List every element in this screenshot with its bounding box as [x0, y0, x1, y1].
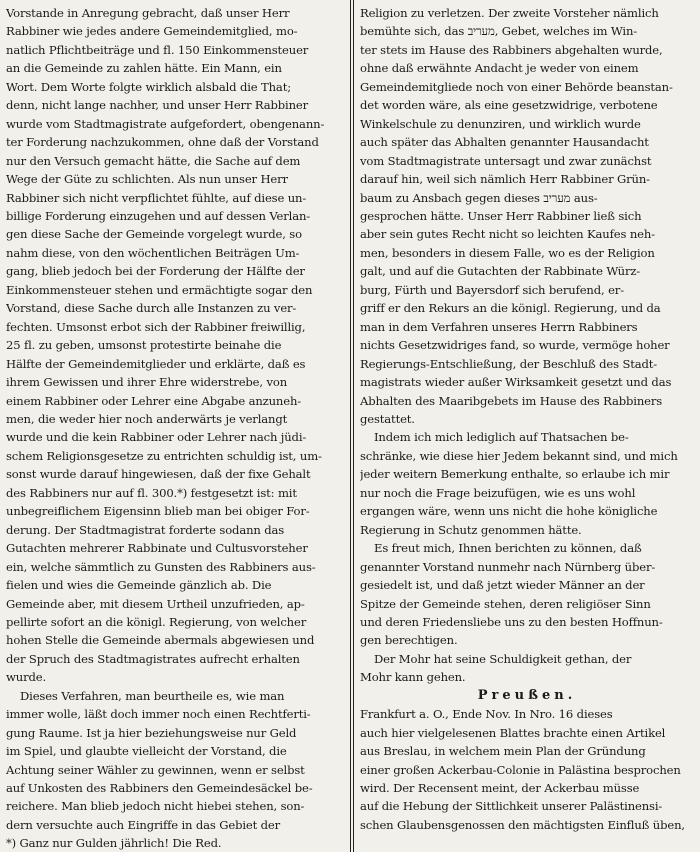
text-line: Rabbiner wie jedes andere Gemeindemitglied, mo- — [6, 24, 298, 39]
text-line: burg, Fürth und Bayersdorf sich berufend, er- — [360, 282, 624, 297]
text-line: Wort. Dem Worte folgte wirklich alsbald die That; — [6, 79, 291, 94]
text-line: aus Breslau, in welchem mein Plan der Gründung — [360, 744, 646, 759]
text-line: magistrats wieder außer Wirksamkeit gesetzt und das — [360, 375, 672, 390]
text-line: fielen und wies die Gemeinde gänzlich ab. Die — [6, 578, 272, 593]
text-line: gestattet. — [360, 411, 415, 426]
text-line: men, besonders in diesem Falle, wo es der Religion — [360, 245, 655, 260]
text-line: gang, blieb jedoch bei der Forderung der Hälfte der — [6, 264, 305, 279]
text-line: nur den Versuch gemacht hätte, die Sache auf dem — [6, 153, 301, 168]
text-line: im Spiel, und glaubte vielleicht der Vorstand, die — [6, 744, 287, 759]
text-line: wurde vom Stadtmagistrate aufgefordert, obengenann- — [6, 116, 325, 131]
text-line: Vorstand, diese Sache durch alle Instanzen zu ver- — [6, 301, 297, 316]
text-line: Gemeinde aber, mit diesem Urtheil unzufrieden, ap- — [6, 596, 305, 611]
text-line: ihrem Gewissen und ihrer Ehre widerstrebe, von — [6, 375, 288, 390]
text-line: schen Glaubensgenossen den mächtigsten Einfluß üben, — [360, 817, 685, 832]
text-line: Indem ich mich lediglich auf Thatsachen be- — [374, 430, 629, 445]
text-line: galt, und auf die Gutachten der Rabbinate Würz- — [360, 264, 641, 279]
column-rule — [350, 0, 351, 852]
text-line: Regierungs-Entschließung, der Beschluß des Stadt- — [360, 356, 658, 371]
text-line: men, die weder hier noch anderwärts je verlangt — [6, 411, 288, 426]
text-line: Einkommensteuer stehen und ermächtigte sogar den — [6, 282, 313, 297]
text-line: baum zu Ansbach gegen dieses מעריב aus- — [360, 190, 598, 205]
text-line: derung. Der Stadtmagistrat forderte sodann das — [6, 522, 285, 537]
text-line: unbegreiflichem Eigensinn blieb man bei obiger For- — [6, 504, 310, 519]
text-line: Gutachten mehrerer Rabbinate und Cultusvorsteher — [6, 541, 308, 556]
text-line: Winkelschule zu denunziren, und wirklich wurde — [360, 116, 641, 131]
text-line: reichere. Man blieb jedoch nicht hiebei stehen, son- — [6, 799, 305, 814]
text-line: griff er den Rekurs an die königl. Regierung, und da — [360, 301, 661, 316]
text-line: bemühte sich, das מעריב, Gebet, welches im Win- — [360, 24, 638, 39]
text-line: gung Raume. Ist ja hier beziehungsweise nur Geld — [6, 725, 297, 740]
text-line: Wege der Güte zu schlichten. Als nun unser Herr — [6, 172, 288, 187]
text-line: darauf hin, weil sich nämlich Herr Rabbiner Grün- — [360, 172, 650, 187]
text-line: Rabbiner sich nicht verpflichtet fühlte, auf diese un- — [6, 190, 307, 205]
text-line: schem Religionsgesetze zu entrichten schuldig ist, um- — [6, 448, 322, 463]
text-line: gen diese Sache der Gemeinde vorgelegt wurde, so — [6, 227, 302, 242]
text-line: Frankfurt a. O., Ende Nov. In Nro. 16 dieses — [360, 707, 613, 722]
text-line: 25 fl. zu geben, umsonst protestirte beinahe die — [6, 338, 282, 353]
text-line: der Spruch des Stadtmagistrates aufrecht erhalten — [6, 651, 300, 666]
text-line: Achtung seiner Wähler zu gewinnen, wenn er selbst — [6, 762, 305, 777]
text-line: hohen Stelle die Gemeinde abermals abgewiesen und — [6, 633, 315, 648]
text-line: auf die Hebung der Sittlichkeit unserer Palästinensi- — [360, 799, 663, 814]
text-line: gesprochen hätte. Unser Herr Rabbiner ließ sich — [360, 208, 642, 223]
text-line: Vorstande in Anregung gebracht, daß unser Herr — [6, 6, 290, 20]
text-line: Abhalten des Maaribgebets im Hause des Rabbiners — [360, 393, 663, 408]
text-line: Religion zu verletzen. Der zweite Vorsteher nämlich — [360, 6, 659, 20]
text-line: gesiedelt ist, und daß jetzt wieder Männer an der — [360, 578, 645, 593]
text-line: billige Forderung einzugehen und auf dessen Verlan- — [6, 208, 311, 223]
text-line: ter stets im Hause des Rabbiners abgehalten wurde, — [360, 42, 663, 57]
text-line: einem Rabbiner oder Lehrer eine Abgabe anzuneh- — [6, 393, 302, 408]
text-line: man in dem Verfahren unseres Herrn Rabbiners — [360, 319, 638, 334]
text-line: wurde. — [6, 670, 47, 685]
text-line: wird. Der Recensent meint, der Ackerbau müsse — [360, 781, 640, 796]
text-line: Spitze der Gemeinde stehen, deren religiöser Sinn — [360, 596, 651, 611]
text-line: gen berechtigen. — [360, 633, 458, 648]
text-line: nichts Gesetzwidriges fand, so wurde, vermöge hoher — [360, 338, 670, 353]
text-line: schränke, wie diese hier Jedem bekannt sind, und mich — [360, 448, 678, 463]
text-line: natlich Pflichtbeiträge und fl. 150 Einkommensteuer — [6, 42, 309, 57]
text-line: ter Forderung nachzukommen, ohne daß der Vorstand — [6, 135, 319, 150]
right-column — [360, 4, 694, 852]
text-line: auf Unkosten des Rabbiners den Gemeindesäckel be- — [6, 781, 313, 796]
text-line: vom Stadtmagistrate untersagt und zwar zunächst — [360, 153, 652, 168]
text-line: dern versuchte auch Eingriffe in das Gebiet der — [6, 817, 281, 832]
text-line: jeder weitern Bemerkung enthalte, so erlaube ich mir — [360, 467, 670, 482]
text-line: det worden wäre, als eine gesetzwidrige, verbotene — [360, 98, 658, 113]
text-line: Gemeindemitgliede noch von einer Behörde beanstan- — [360, 79, 673, 94]
section-heading: Preußen. — [477, 687, 577, 703]
text-line: des Rabbiners nur auf fl. 300.*) festgesetzt ist: mit — [6, 485, 297, 500]
text-line: auch später das Abhalten genannter Hausandacht — [360, 135, 649, 150]
text-line: Mohr kann gehen. — [360, 670, 466, 685]
text-line: ohne daß erwähnte Andacht je weder von einem — [360, 61, 639, 76]
text-line: fechten. Umsonst erbot sich der Rabbiner freiwillig, — [6, 319, 306, 334]
text-line: denn, nicht lange nachher, und unser Herr Rabbiner — [6, 98, 309, 113]
text-line: Der Mohr hat seine Schuldigkeit gethan, der — [374, 651, 632, 666]
text-line: Es freut mich, Ihnen berichten zu können, daß — [374, 541, 642, 556]
text-line: aber sein gutes Recht nicht so leichten Kaufes neh- — [360, 227, 655, 242]
text-line: pellirte sofort an die königl. Regierung, von welcher — [6, 614, 307, 629]
text-line: nahm diese, von den wöchentlichen Beiträgen Um- — [6, 245, 300, 260]
text-line: Dieses Verfahren, man beurtheile es, wie man — [20, 688, 285, 703]
column-rule-inner — [353, 0, 354, 852]
text-line: immer wolle, läßt doch immer noch einen Rechtferti- — [6, 707, 311, 722]
text-line: sonst wurde darauf hingewiesen, daß der fixe Gehalt — [6, 467, 311, 482]
text-line: nur noch die Frage beizufügen, wie es uns wohl — [360, 485, 636, 500]
text-line: ein, welche sämmtlich zu Gunsten des Rabbiners aus- — [6, 559, 316, 574]
text-line: Hälfte der Gemeindemitglieder und erklärte, daß es — [6, 356, 306, 371]
text-line: auch hier vielgelesenen Blattes brachte einen Artikel — [360, 725, 666, 740]
text-line: und deren Friedensliebe uns zu den besten Hoffnun- — [360, 614, 663, 629]
text-line: Regierung in Schutz genommen hätte. — [360, 522, 582, 537]
text-line: *) Ganz nur Gulden jährlich! Die Red. — [6, 836, 222, 851]
text-line: ergangen wäre, wenn uns nicht die hohe königliche — [360, 504, 658, 519]
text-line: wurde und die kein Rabbiner oder Lehrer nach jüdi- — [6, 430, 307, 445]
text-line: an die Gemeinde zu zahlen hätte. Ein Mann, ein — [6, 61, 282, 76]
text-line: einer großen Ackerbau-Colonie in Palästina besprochen — [360, 762, 681, 777]
text-line: genannter Vorstand nunmehr nach Nürnberg über- — [360, 559, 656, 574]
left-column — [6, 4, 344, 852]
